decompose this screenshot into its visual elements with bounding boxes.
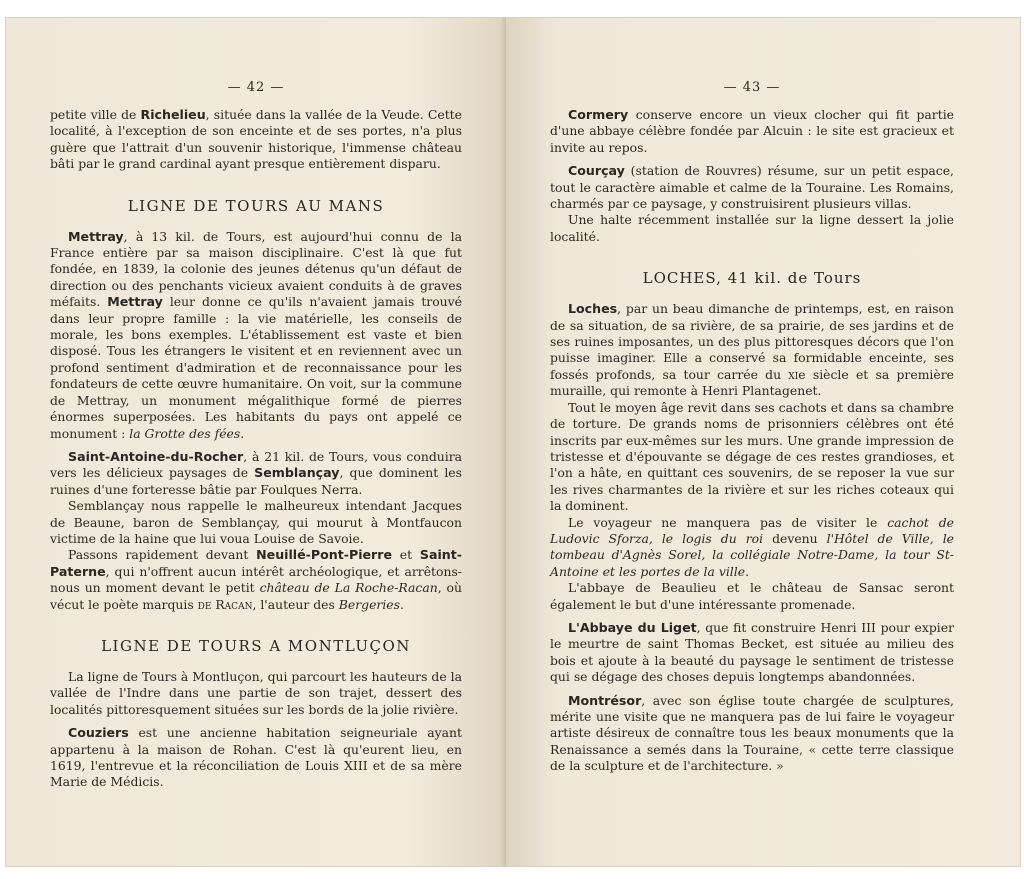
right-page (506, 18, 1020, 866)
heading-ligne-tours-montlucon: LIGNE DE TOURS A MONTLUÇON (101, 636, 411, 655)
paragraph-loches: Loches, par un beau dimanche de printemps, est, en raison de sa situation, de sa rivière, de sa prairie, de ses jardins et de ses ruines imposantes, un des plus pittoresques décors que l'on puisse imaginer. Elle a conservé sa formidable enceinte, ses fossés profonds, sa tour carrée du xie siècle et sa première muraille, qui remonte à Henri Plantagenet. (550, 301, 954, 399)
page-number-right: — 43 — (723, 80, 781, 95)
paragraph-liget: L'Abbaye du Liget, que fit construire Henri III pour expier le meurtre de saint Thomas Becket, est située au milieu des bois et ajoute à la beauté du paysage le sentiment de tristesse qui se dégage des choses depuis longtemps abandonnées. (550, 619, 954, 685)
paragraph-passons: Passons rapidement devant Neuillé-Pont-Pierre et Saint-Paterne, qui n'offrent aucun intérêt archéologique, et arrêtons-nous un moment devant le petit château de La Roche-Racan, où vécut le poète marquis de Racan, l'auteur des Bergeries. (50, 547, 462, 612)
paragraph-richelieu: petite ville de Richelieu, située dans la vallée de la Veude. Cette localité, à l'exception de son enceinte et de ses portes, n'a plus guère que l'attrait d'un souvenir historique, l'immense château bâti par le grand cardinal ayant presque entièrement disparu. (50, 107, 462, 172)
paragraph-voyageur: Le voyageur ne manquera pas de visiter le cachot de Ludovic Sforza, le logis du roi devenu l'Hôtel de Ville, le tombeau d'Agnès Sorel, la collégiale Notre-Dame, la tour St-Antoine et les portes de la ville. (550, 514, 954, 579)
paragraph-couziers: Couziers est une ancienne habitation seigneuriale ayant appartenu à la maison de Rohan. C'est là qu'eurent lieu, en 1619, l'entrevue et la réconciliation de Louis XIII et de sa mère Marie de Médicis. (50, 725, 462, 790)
page-number-left: — 42 — (227, 80, 285, 95)
paragraph-moyen-age: Tout le moyen âge revit dans ses cachots et dans sa chambre de torture. De grands noms de prisonniers célèbres ont été inscrits par eux-mêmes sur les murs. Une grande impression de tristesse et d'épouvante se dégage de ces restes grandioses, et l'on a hâte, en quittant ces souvenirs, de se reposer la vue sur les rives charmantes de la rivière et sur les riches coteaux qui la dominent. (550, 399, 954, 514)
paragraph-semblancay: Semblançay nous rappelle le malheureux intendant Jacques de Beaune, baron de Semblançay, qui mourut à Montfaucon victime de la haine que lui voua Louise de Savoie. (50, 498, 462, 546)
book-spread (6, 18, 1020, 866)
paragraph-courcay: Courçay (station de Rouvres) résume, sur un petit espace, tout le caractère aimable et calme de la Touraine. Les Romains, charmés par ce paysage, y construisirent plusieurs villas. (550, 163, 954, 212)
heading-ligne-tours-mans: LIGNE DE TOURS AU MANS (127, 196, 385, 215)
heading-loches: LOCHES, 41 kil. de Tours (642, 269, 862, 288)
left-page (6, 18, 506, 866)
paragraph-saint-antoine: Saint-Antoine-du-Rocher, à 21 kil. de Tours, vous conduira vers les délicieux paysages de Semblançay, que dominent les ruines d'une forteresse bâtie par Foulques Nerra. (50, 448, 462, 497)
paragraph-montlucon: La ligne de Tours à Montluçon, qui parcourt les hauteurs de la vallée de l'Indre dans une partie de son trajet, dessert des localités pittoresquement situées sur les bords de la jolie rivière. (50, 668, 462, 717)
paragraph-mettray: Mettray, à 13 kil. de Tours, est aujourd'hui connu de la France entière par sa maison disciplinaire. C'est là que fut fondée, en 1839, la colonie des jeunes détenus qu'un défaut de direction ou des penchants vicieux avaient conduits à de graves méfaits. Mettray leur donne ce qu'ils n'avaient jamais trouvé dans leur propre famille : la vie matérielle, les conseils de morale, les bons exemples. L'établissement est vaste et bien disposé. Tous les étrangers le visitent et en reviennent avec un profond sentiment d'admiration et de reconnaissance pour les fondateurs de cette œuvre humanitaire. On voit, sur la commune de Mettray, un monument mégalithique formé de pierres énormes superposées. Les habitants du pays ont appelé ce monument : la Grotte des fées. (50, 228, 462, 441)
paragraph-beaulieu: L'abbaye de Beaulieu et le château de Sansac seront également le but d'une intéressante promenade. (550, 580, 954, 612)
paragraph-montresor: Montrésor, avec son église toute chargée de sculptures, mérite une visite que ne manquera pas de lui faire le voyageur artiste désireux de connaître tous les beaux monuments que la Renaissance a semés dans la Touraine, « cette terre classique de la sculpture et de l'architecture. » (550, 692, 954, 774)
paragraph-halte: Une halte récemment installée sur la ligne dessert la jolie localité. (550, 212, 954, 244)
paragraph-cormery: Cormery conserve encore un vieux clocher qui fit partie d'une abbaye célèbre fondée par Alcuin : le site est gracieux et invite au repos. (550, 107, 954, 155)
